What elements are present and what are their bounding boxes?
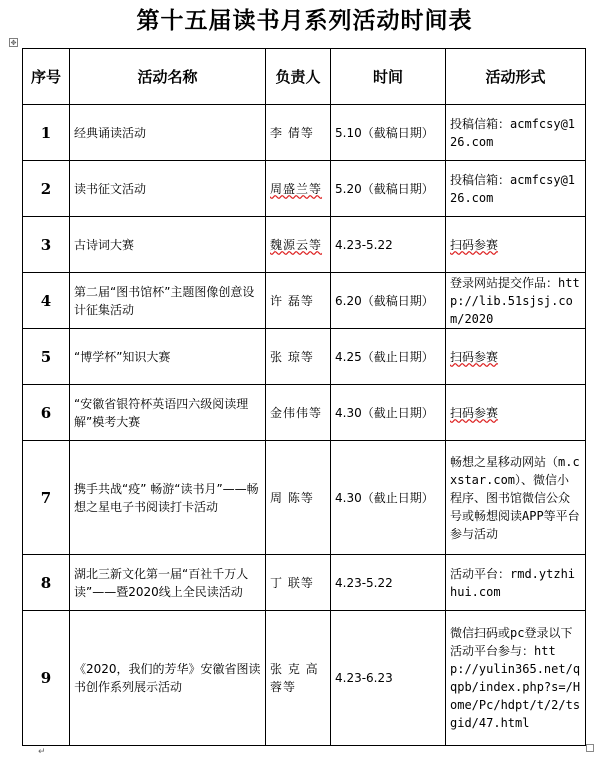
table-header-row <box>23 49 586 105</box>
table-row <box>23 273 586 329</box>
table-row <box>23 161 586 217</box>
activity-name: 第二届“图书馆杯”主题图像创意设计征集活动 <box>70 273 266 329</box>
activity-time: 4.23-5.22 <box>331 555 446 611</box>
activity-form: 扫码参赛 <box>446 385 586 441</box>
row-no: 4 <box>23 273 70 329</box>
person-in-charge: 魏源云等 <box>266 217 331 273</box>
table-resize-handle-icon[interactable] <box>586 744 594 752</box>
activity-form: 投稿信箱：acmfcsy@126.com <box>446 161 586 217</box>
header-time: 时间 <box>331 49 446 105</box>
paragraph-mark-icon: ↵ <box>38 747 46 757</box>
header-no: 序号 <box>23 49 70 105</box>
header-name: 活动名称 <box>70 49 266 105</box>
activity-time: 6.20（截稿日期） <box>331 273 446 329</box>
activity-time: 4.25（截止日期） <box>331 329 446 385</box>
person-in-charge: 周 陈等 <box>266 441 331 555</box>
table-row <box>23 329 586 385</box>
table-row <box>23 385 586 441</box>
table-row <box>23 611 586 746</box>
header-person: 负责人 <box>266 49 331 105</box>
activity-form: 登录网站提交作品：http://lib.51sjsj.com/2020 <box>446 273 586 329</box>
activity-time: 4.30（截止日期） <box>331 441 446 555</box>
row-no: 8 <box>23 555 70 611</box>
activity-name: “安徽省银符杯英语四六级阅读理解”模考大赛 <box>70 385 266 441</box>
row-no: 1 <box>23 105 70 161</box>
activity-time: 4.30（截止日期） <box>331 385 446 441</box>
header-form: 活动形式 <box>446 49 586 105</box>
activity-form: 扫码参赛 <box>446 329 586 385</box>
activity-form: 活动平台：rmd.ytzhihui.com <box>446 555 586 611</box>
row-no: 2 <box>23 161 70 217</box>
table-row <box>23 441 586 555</box>
person-in-charge: 张 琼等 <box>266 329 331 385</box>
table-move-handle-icon[interactable]: ✥ <box>10 39 17 47</box>
row-no: 5 <box>23 329 70 385</box>
person-in-charge: 周盛兰等 <box>266 161 331 217</box>
table-row <box>23 217 586 273</box>
activity-form: 投稿信箱：acmfcsy@126.com <box>446 105 586 161</box>
activity-name: 读书征文活动 <box>70 161 266 217</box>
table-row <box>23 105 586 161</box>
schedule-table <box>22 48 586 746</box>
person-in-charge: 丁 联等 <box>266 555 331 611</box>
row-no: 9 <box>23 611 70 746</box>
activity-time: 5.20（截稿日期） <box>331 161 446 217</box>
activity-name: 湖北三新文化第一届“百社千万人读”——暨2020线上全民读活动 <box>70 555 266 611</box>
person-in-charge: 李 倩等 <box>266 105 331 161</box>
activity-name: 携手共战“疫” 畅游“读书月”——畅想之星电子书阅读打卡活动 <box>70 441 266 555</box>
activity-time: 4.23-6.23 <box>331 611 446 746</box>
table-row <box>23 555 586 611</box>
activity-name: 《2020，我们的芳华》安徽省图读书创作系列展示活动 <box>70 611 266 746</box>
activity-name: 经典诵读活动 <box>70 105 266 161</box>
row-no: 7 <box>23 441 70 555</box>
activity-time: 5.10（截稿日期） <box>331 105 446 161</box>
activity-time: 4.23-5.22 <box>331 217 446 273</box>
person-in-charge: 许 磊等 <box>266 273 331 329</box>
person-in-charge: 金伟伟等 <box>266 385 331 441</box>
activity-form: 微信扫码或pc登录以下活动平台参与：http://yulin365.net/qqpb/index.php?s=/Home/Pc/hdpt/t/2/tsgid/47.html <box>446 611 586 746</box>
row-no: 3 <box>23 217 70 273</box>
page-title: 第十五届读书月系列活动时间表 <box>136 7 473 34</box>
activity-form: 畅想之星移动网站（m.cxstar.com）、微信小程序、图书馆微信公众号或畅想阅读APP等平台参与活动 <box>446 441 586 555</box>
activity-form: 扫码参赛 <box>446 217 586 273</box>
activity-name: 古诗词大赛 <box>70 217 266 273</box>
row-no: 6 <box>23 385 70 441</box>
activity-name: “博学杯”知识大赛 <box>70 329 266 385</box>
person-in-charge: 张 克 高 蓉等 <box>266 611 331 746</box>
